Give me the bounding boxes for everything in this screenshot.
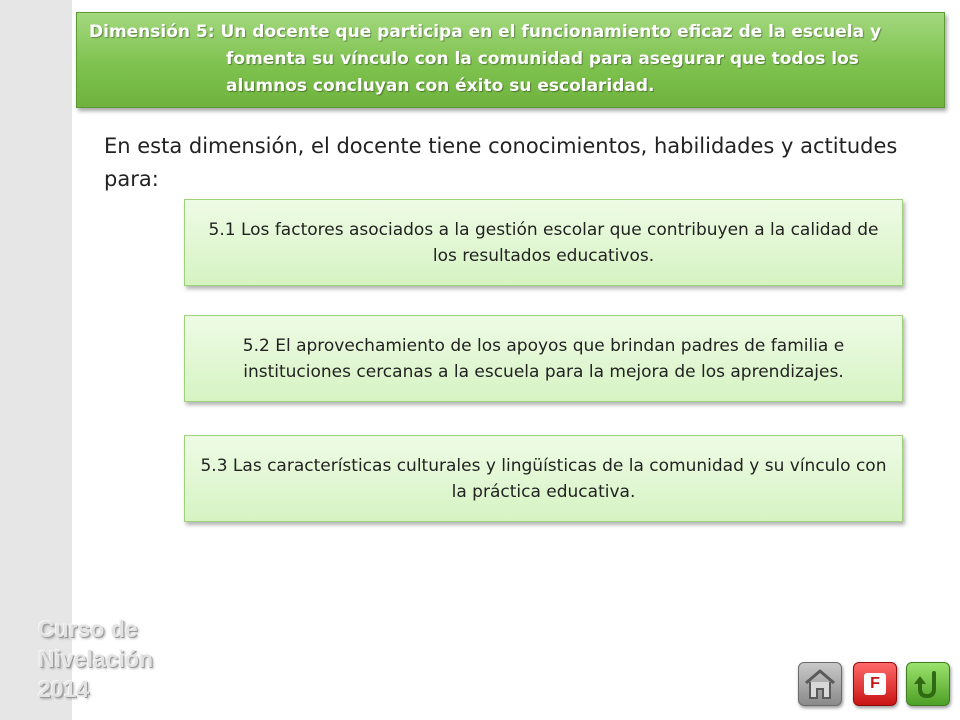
course-label <box>38 614 198 704</box>
course-label-line-1: Curso de <box>38 616 138 642</box>
home-icon <box>803 668 837 700</box>
home-button[interactable] <box>798 662 842 706</box>
title-line-3: alumnos concluyan con éxito su escolaridad. <box>226 76 655 96</box>
title-line-2: fomenta su vínculo con la comunidad para asegurar que todos los <box>226 49 859 69</box>
item-text: 5.2 El aprovechamiento de los apoyos que brindan padres de familia e instituciones cercanas a la escuela para la mejora de los aprendizajes. <box>242 335 845 382</box>
item-text: 5.1 Los factores asociados a la gestión escolar que contribuyen a la calidad de los resultados educativos. <box>208 219 879 266</box>
item-text: 5.3 Las características culturales y lingüísticas de la comunidad y su vínculo con la práctica educativa. <box>200 455 887 502</box>
return-button[interactable] <box>906 662 950 706</box>
dimension-title-banner <box>76 12 945 108</box>
item-card-5-1 <box>184 199 903 286</box>
title-line-1: Dimensión 5: Un docente que participa en el funcionamiento eficaz de la escuela y <box>89 22 882 42</box>
item-card-5-2 <box>184 315 903 402</box>
f-button-label: F <box>864 673 886 695</box>
return-arrow-icon <box>912 667 944 701</box>
course-label-line-2: Nivelación <box>38 646 154 672</box>
item-card-5-3 <box>184 435 903 522</box>
left-strip <box>0 0 72 720</box>
course-label-year: 2014 <box>38 676 90 702</box>
intro-text: En esta dimensión, el docente tiene conocimientos, habilidades y actitudes para: <box>104 134 898 191</box>
f-button[interactable] <box>853 662 897 706</box>
